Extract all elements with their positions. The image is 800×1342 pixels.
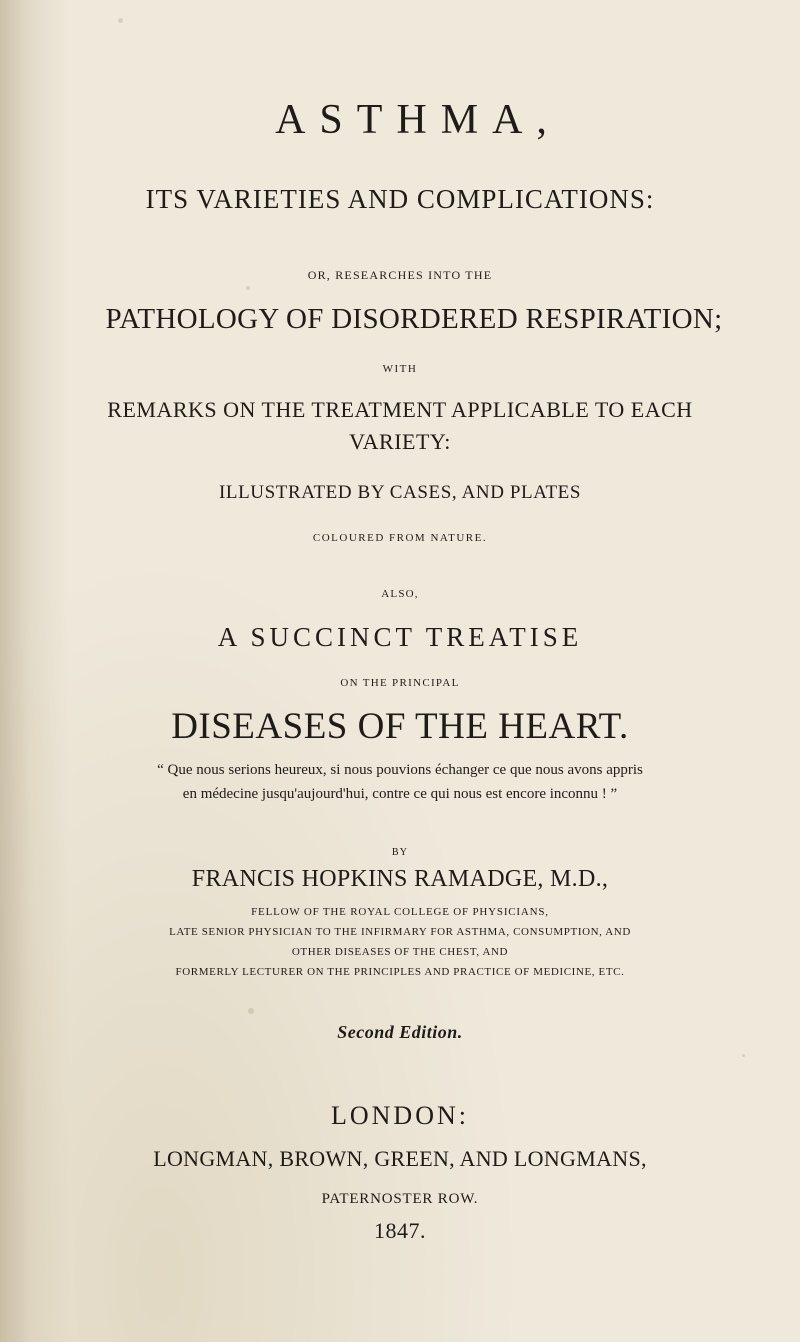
paper-stain bbox=[118, 18, 123, 23]
author-credential: FELLOW OF THE ROYAL COLLEGE OF PHYSICIANS, bbox=[251, 906, 549, 918]
book-title: ASTHMA, bbox=[275, 97, 561, 143]
treatise-connector: ON THE PRINCIPAL bbox=[340, 677, 460, 689]
treatise-title: A SUCCINCT TREATISE bbox=[217, 622, 583, 652]
paper-stain bbox=[742, 1054, 745, 1057]
epigraph-line-2: en médecine jusqu'aujourd'hui, contre ce qui nous est encore inconnu ! ” bbox=[182, 786, 618, 802]
illustrated-line: ILLUSTRATED BY CASES, AND PLATES bbox=[218, 482, 582, 503]
epigraph-line-1: “ Que nous serions heureux, si nous pouvions échanger ce que nous avons appris bbox=[157, 762, 643, 778]
paper-stain bbox=[248, 1008, 254, 1014]
author-credential: OTHER DISEASES OF THE CHEST, AND bbox=[291, 946, 509, 958]
edition-label: Second Edition. bbox=[337, 1022, 463, 1042]
also-label: ALSO, bbox=[381, 588, 419, 600]
remarks-line-1: REMARKS ON THE TREATMENT APPLICABLE TO EACH bbox=[107, 397, 693, 422]
treatise-subject: DISEASES OF THE HEART. bbox=[171, 706, 629, 747]
paper-stain bbox=[246, 286, 250, 290]
author-name: FRANCIS HOPKINS RAMADGE, M.D., bbox=[191, 866, 609, 892]
imprint-city: LONDON: bbox=[331, 1101, 469, 1130]
by-label: BY bbox=[391, 847, 409, 858]
imprint-address: PATERNOSTER ROW. bbox=[321, 1191, 479, 1207]
imprint-year: 1847. bbox=[374, 1218, 426, 1243]
book-subtitle: ITS VARIETIES AND COMPLICATIONS: bbox=[145, 184, 655, 214]
subtitle-connector: OR, RESEARCHES INTO THE bbox=[307, 268, 493, 282]
author-credential: FORMERLY LECTURER ON THE PRINCIPLES AND PRACTICE OF MEDICINE, ETC. bbox=[175, 966, 625, 978]
subtitle-pathology: PATHOLOGY OF DISORDERED RESPIRATION; bbox=[105, 303, 723, 335]
with-label: WITH bbox=[382, 363, 418, 375]
coloured-line: COLOURED FROM NATURE. bbox=[312, 532, 488, 544]
imprint-publisher: LONGMAN, BROWN, GREEN, AND LONGMANS, bbox=[153, 1146, 647, 1171]
remarks-line-2: VARIETY: bbox=[349, 429, 451, 454]
author-credential: LATE SENIOR PHYSICIAN TO THE INFIRMARY FOR ASTHMA, CONSUMPTION, AND bbox=[169, 926, 631, 938]
